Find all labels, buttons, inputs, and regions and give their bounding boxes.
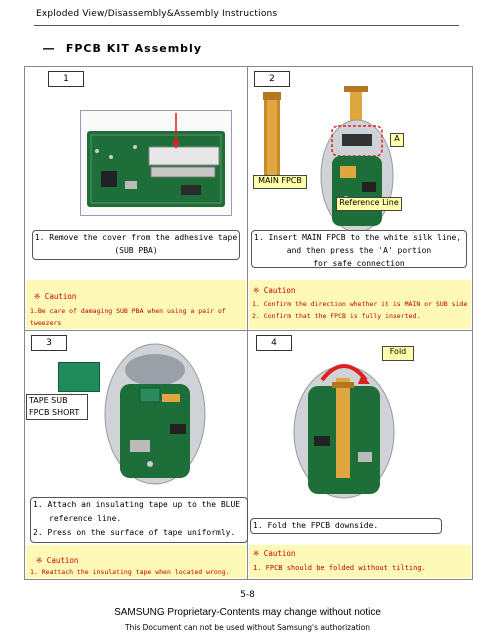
step-4-number: 4 — [256, 335, 292, 351]
step-2-number: 2 — [254, 71, 290, 87]
instruction-line: 1. Fold the FPCB downside. — [253, 521, 379, 530]
step-4-caution — [249, 545, 471, 578]
instruction-line: (SUB PBA) — [114, 246, 158, 255]
caution-title: ※ Caution — [34, 292, 77, 301]
authorization-notice: This Document can not be used without Samsung's authorization — [124, 623, 371, 632]
instruction-line: 1. Remove the cover from the adhesive tape — [34, 233, 238, 242]
row-divider — [24, 330, 473, 331]
caution-line: 1. Reattach the insulating tape when located wrong. — [30, 568, 230, 576]
step-1-number: 1 — [48, 71, 84, 87]
step-3-labels — [26, 394, 88, 420]
section-dash: ― — [43, 42, 55, 55]
step-4-phone-photo — [288, 356, 400, 500]
step-1-caution — [26, 280, 246, 329]
tape-sub-photo — [58, 362, 100, 392]
sub-pba-illustration — [81, 111, 231, 215]
phone-folded-illustration — [288, 356, 400, 500]
instruction-line: reference line. — [49, 514, 122, 523]
phone-assembly-illustration — [318, 86, 396, 234]
label-fpcb-short: FPCB SHORT — [29, 408, 80, 417]
caution-line: 1.Be care of damaging SUB PBA when using a pair of tweezers — [30, 307, 226, 327]
instruction-line: and then press the 'A' portion — [286, 246, 432, 255]
step-1-photo — [80, 110, 232, 216]
caution-line: 1. Confirm the direction whether it is MAIN or SUB side — [252, 300, 468, 308]
header-rule — [34, 25, 459, 26]
step-4-instruction — [250, 518, 442, 534]
step-2-caution — [249, 280, 471, 329]
caution-title: ※ Caution — [253, 549, 296, 558]
instruction-line: for safe connection — [313, 259, 405, 268]
section-title-text: FPCB KIT Assembly — [65, 42, 203, 55]
caution-line: 2. Confirm that the FPCB is fully inserted. — [252, 312, 421, 320]
caution-title: ※ Caution — [253, 286, 296, 295]
caution-line: 1. FPCB should be folded without tilting. — [253, 564, 426, 572]
step-3-caution — [26, 545, 246, 578]
step-2-phone-photo — [318, 86, 396, 234]
step-2-instruction — [251, 230, 467, 268]
section-title — [43, 42, 202, 55]
label-reference-line: Reference Line — [336, 197, 402, 211]
phone-taped-illustration — [100, 340, 210, 486]
label-fold: Fold — [382, 346, 414, 361]
label-main-fpcb: MAIN FPCB — [253, 175, 307, 189]
instruction-line: 2. Press on the surface of tape uniformly. — [33, 528, 236, 537]
step-3-instruction — [30, 497, 248, 543]
step-2-fpcb-photo — [261, 90, 283, 186]
label-tape-sub: TAPE SUB — [29, 396, 68, 405]
step-1-instruction — [32, 230, 240, 260]
caution-title: ※ Caution — [36, 556, 79, 565]
document-header: Exploded View/Disassembly&Assembly Instructions — [36, 9, 278, 19]
instruction-line: 1. Attach an insulating tape up to the BLUE — [33, 500, 241, 509]
proprietary-notice: SAMSUNG Proprietary-Contents may change without notice — [114, 607, 381, 618]
step-3-number: 3 — [31, 335, 67, 351]
page-number: 5-8 — [240, 590, 255, 600]
label-a: A — [390, 133, 404, 147]
instruction-line: 1. Insert MAIN FPCB to the white silk line, — [254, 233, 462, 242]
main-fpcb-illustration — [261, 90, 283, 186]
step-3-phone-photo — [100, 340, 210, 486]
